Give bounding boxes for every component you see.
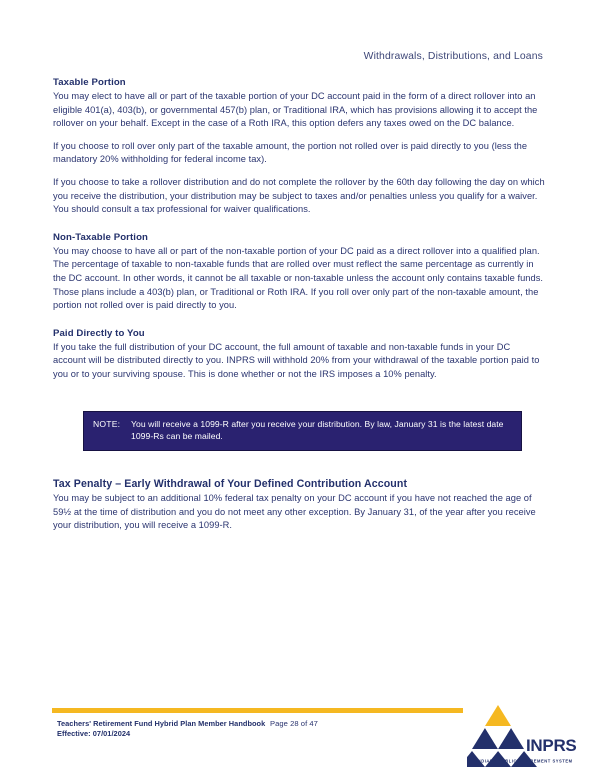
logo-wordmark: INPRS [526,736,577,755]
footer-page-number: Page 28 of 47 [270,719,318,728]
tax-penalty-section [53,463,550,533]
paragraph-taxable-2: If you choose to roll over only part of the taxable amount, the portion not rolled over is paid directly to you (less the mandatory 20% withholding for federal income tax). [53,140,528,165]
note-text: You will receive a 1099-R after you receive your distribution. By law, January 31 is the latest date 1099-Rs can be mailed. [131,419,504,442]
heading-taxable-portion: Taxable Portion [53,77,126,88]
heading-non-taxable-portion: Non-Taxable Portion [53,231,148,243]
paragraph-taxable-1: You may elect to have all or part of the taxable portion of your DC account paid in the form of a direct rollover into an eligible 401(a), 403(b), or governmental 457(b) plan, or Traditional IRA, which has provisions allowing it to accept the rollover on your behalf. Except in the case of a Roth IRA, this option defers any taxes owed on the DC balance. [53,91,538,129]
running-header: Withdrawals, Distributions, and Loans [363,51,543,62]
paragraph-paid-directly-1: If you take the full distribution of your DC account, the full amount of taxable and non-taxable funds in your DC account will be distributed directly to you. INPRS will withhold 20% from your withdrawal of the taxable portion paid to you or to your surviving spouse. This is done whether or not the IRS imposes a 10% penalty. [53,341,540,379]
inprs-logo-graphic [467,701,577,767]
paragraph-taxable-3: If you choose to take a rollover distribution and do not complete the rollover by the 60th day following the day on which you receive the distribution, your distribution may be subject to taxes and/or penalties unless you qualify for a waiver. You should consult a tax professional for waiver qualifications. [53,176,545,215]
footer-document-info [57,719,267,739]
footer-rule [52,708,463,713]
paragraph-non-taxable-1: You may choose to have all or part of the non-taxable portion of your DC paid as a direct rollover into a qualified plan. The percentage of taxable to non-taxable funds that are rolled over must reflect the same percentage as currently in the DC account. In other words, it cannot be all taxable or non-taxable unless the account only contains taxable funds. Those plans include a 403(b) plan, or Traditional or Roth IRA. If you roll over only part of the non-taxable amount, the portion not rolled over is paid directly to you. [53,245,544,311]
note-label: NOTE: [93,419,121,429]
footer-effective-date: Effective: 07/01/2024 [57,729,131,739]
heading-paid-directly-to-you: Paid Directly to You [53,327,145,339]
footer-document-title: Teachers' Retirement Fund Hybrid Plan Member Handbook [57,719,266,728]
main-content [53,76,545,382]
logo-triangle-gold-top [485,705,511,726]
note-callout [83,411,522,451]
heading-tax-penalty: Tax Penalty – Early Withdrawal of Your Defined Contribution Account [53,478,408,490]
logo-tagline: INDIANA PUBLIC RETIREMENT SYSTEM [476,758,573,764]
inprs-logo [467,701,577,767]
paragraph-tax-penalty: You may be subject to an additional 10% federal tax penalty on your DC account if you have not reached the age of 59½ at the time of distribution and you do not meet any other exception. By January 31, of the year after you receive your distribution, you will receive a 1099-R. [53,493,536,531]
